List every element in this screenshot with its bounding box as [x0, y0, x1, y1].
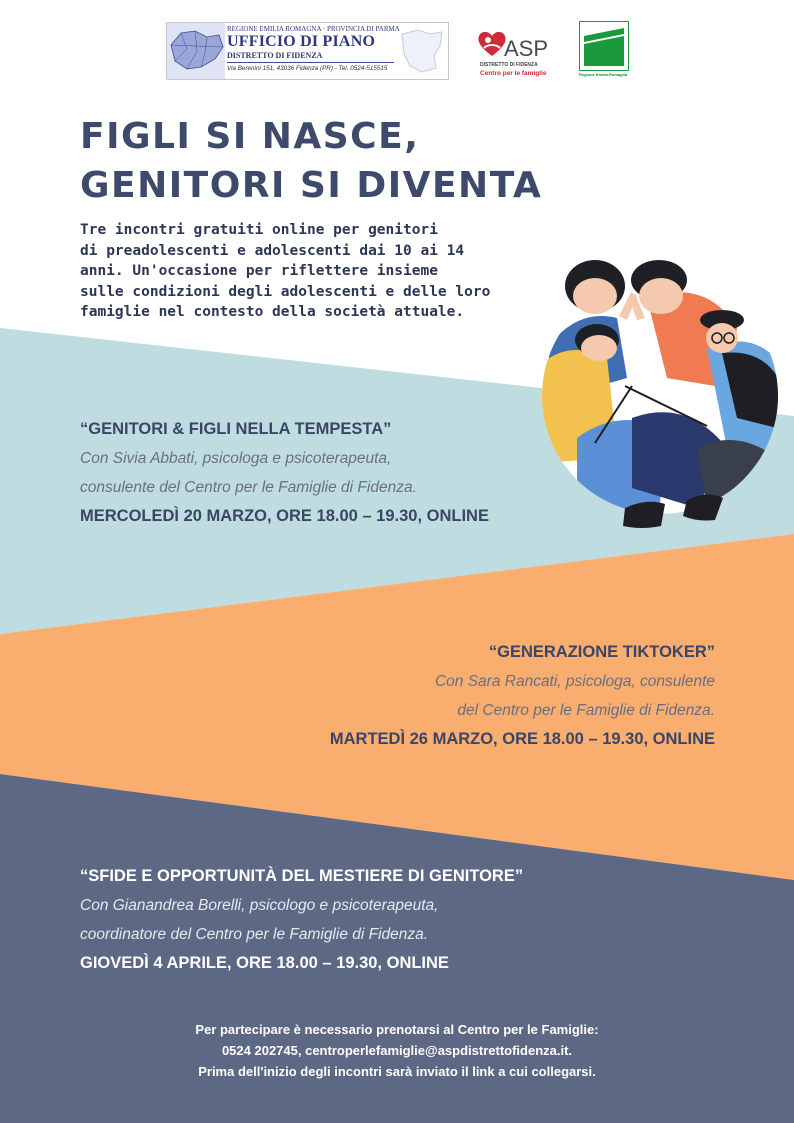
intro-line: Tre incontri gratuiti online per genitori: [80, 222, 438, 238]
event-title: “GENITORI & FIGLI NELLA TEMPESTA”: [80, 420, 392, 438]
family-illustration: [537, 258, 783, 536]
intro-line: anni. Un'occasione per riflettere insieme: [80, 263, 438, 279]
ufficio-district: DISTRETTO DI FIDENZA: [227, 51, 323, 60]
intro-text: [80, 220, 550, 323]
ufficio-top-line: REGIONE EMILIA ROMAGNA · PROVINCIA DI PARMA: [227, 25, 400, 33]
page-title: [80, 112, 542, 210]
event-title: “GENERAZIONE TIKTOKER”: [488, 643, 715, 661]
ufficio-address: Via Berenini 151, 43036 Fidenza (PR) - Tel. 0524-515515: [227, 65, 388, 72]
intro-line: di preadolescenti e adolescenti dai 10 ai 14: [80, 242, 465, 259]
event-speaker: Con Sivia Abbati, psicologa e psicoterapeuta,: [80, 450, 392, 467]
intro-line: famiglie nel contesto della società attuale.: [80, 304, 465, 320]
ufficio-rule: [227, 62, 394, 63]
regione-logo: [579, 21, 629, 79]
event-role: coordinatore del Centro per le Famiglie di Fidenza.: [80, 926, 429, 943]
title-line-1: FIGLI SI NASCE,: [80, 116, 420, 157]
event-speaker: Con Sara Rancati, psicologa, consulente: [434, 673, 715, 690]
event-role: consulente del Centro per le Famiglie di Fidenza.: [80, 479, 417, 496]
title-line-2: GENITORI SI DIVENTA: [80, 165, 543, 206]
regione-caption: Regione Emilia-Romagna: [579, 72, 628, 77]
asp-name: ASP: [504, 36, 549, 61]
event-date: GIOVEDÌ 4 APRILE, ORE 18.00 – 19.30, ONLINE: [80, 954, 449, 972]
event-date: MARTEDÌ 26 MARZO, ORE 18.00 – 19.30, ONLINE: [329, 730, 715, 748]
province-map-icon: [396, 26, 446, 76]
event-role: del Centro per le Famiglie di Fidenza.: [457, 702, 715, 719]
regione-emblem: [579, 21, 629, 71]
footer-contact: 0524 202745, centroperlefamiglie@aspdistrettofidenza.it.: [221, 1043, 573, 1058]
event-3: [80, 867, 523, 977]
intro-line: sulle condizioni degli adolescenti e delle loro: [80, 283, 491, 300]
asp-district: DISTRETTO DI FIDENZA: [480, 62, 538, 68]
event-date: MERCOLEDÌ 20 MARZO, ORE 18.00 – 19.30, ONLINE: [80, 507, 489, 525]
ufficio-name: UFFICIO DI PIANO: [227, 33, 376, 50]
event-2: [330, 643, 715, 753]
ufficio-di-piano-logo: [166, 22, 449, 80]
asp-subtitle: Centro per le famiglie: [480, 70, 547, 77]
asp-logo: [474, 24, 560, 80]
region-map-icon: [167, 23, 225, 79]
event-speaker: Con Gianandrea Borelli, psicologo e psicoterapeuta,: [80, 897, 439, 914]
event-title: “SFIDE E OPPORTUNITÀ DEL MESTIERE DI GENITORE”: [80, 867, 524, 885]
registration-info: [0, 1019, 794, 1082]
footer-line: Prima dell'inizio degli incontri sarà inviato il link a cui collegarsi.: [198, 1064, 596, 1079]
event-1: [80, 420, 489, 530]
footer-line: Per partecipare è necessario prenotarsi al Centro per le Famiglie:: [195, 1022, 599, 1037]
